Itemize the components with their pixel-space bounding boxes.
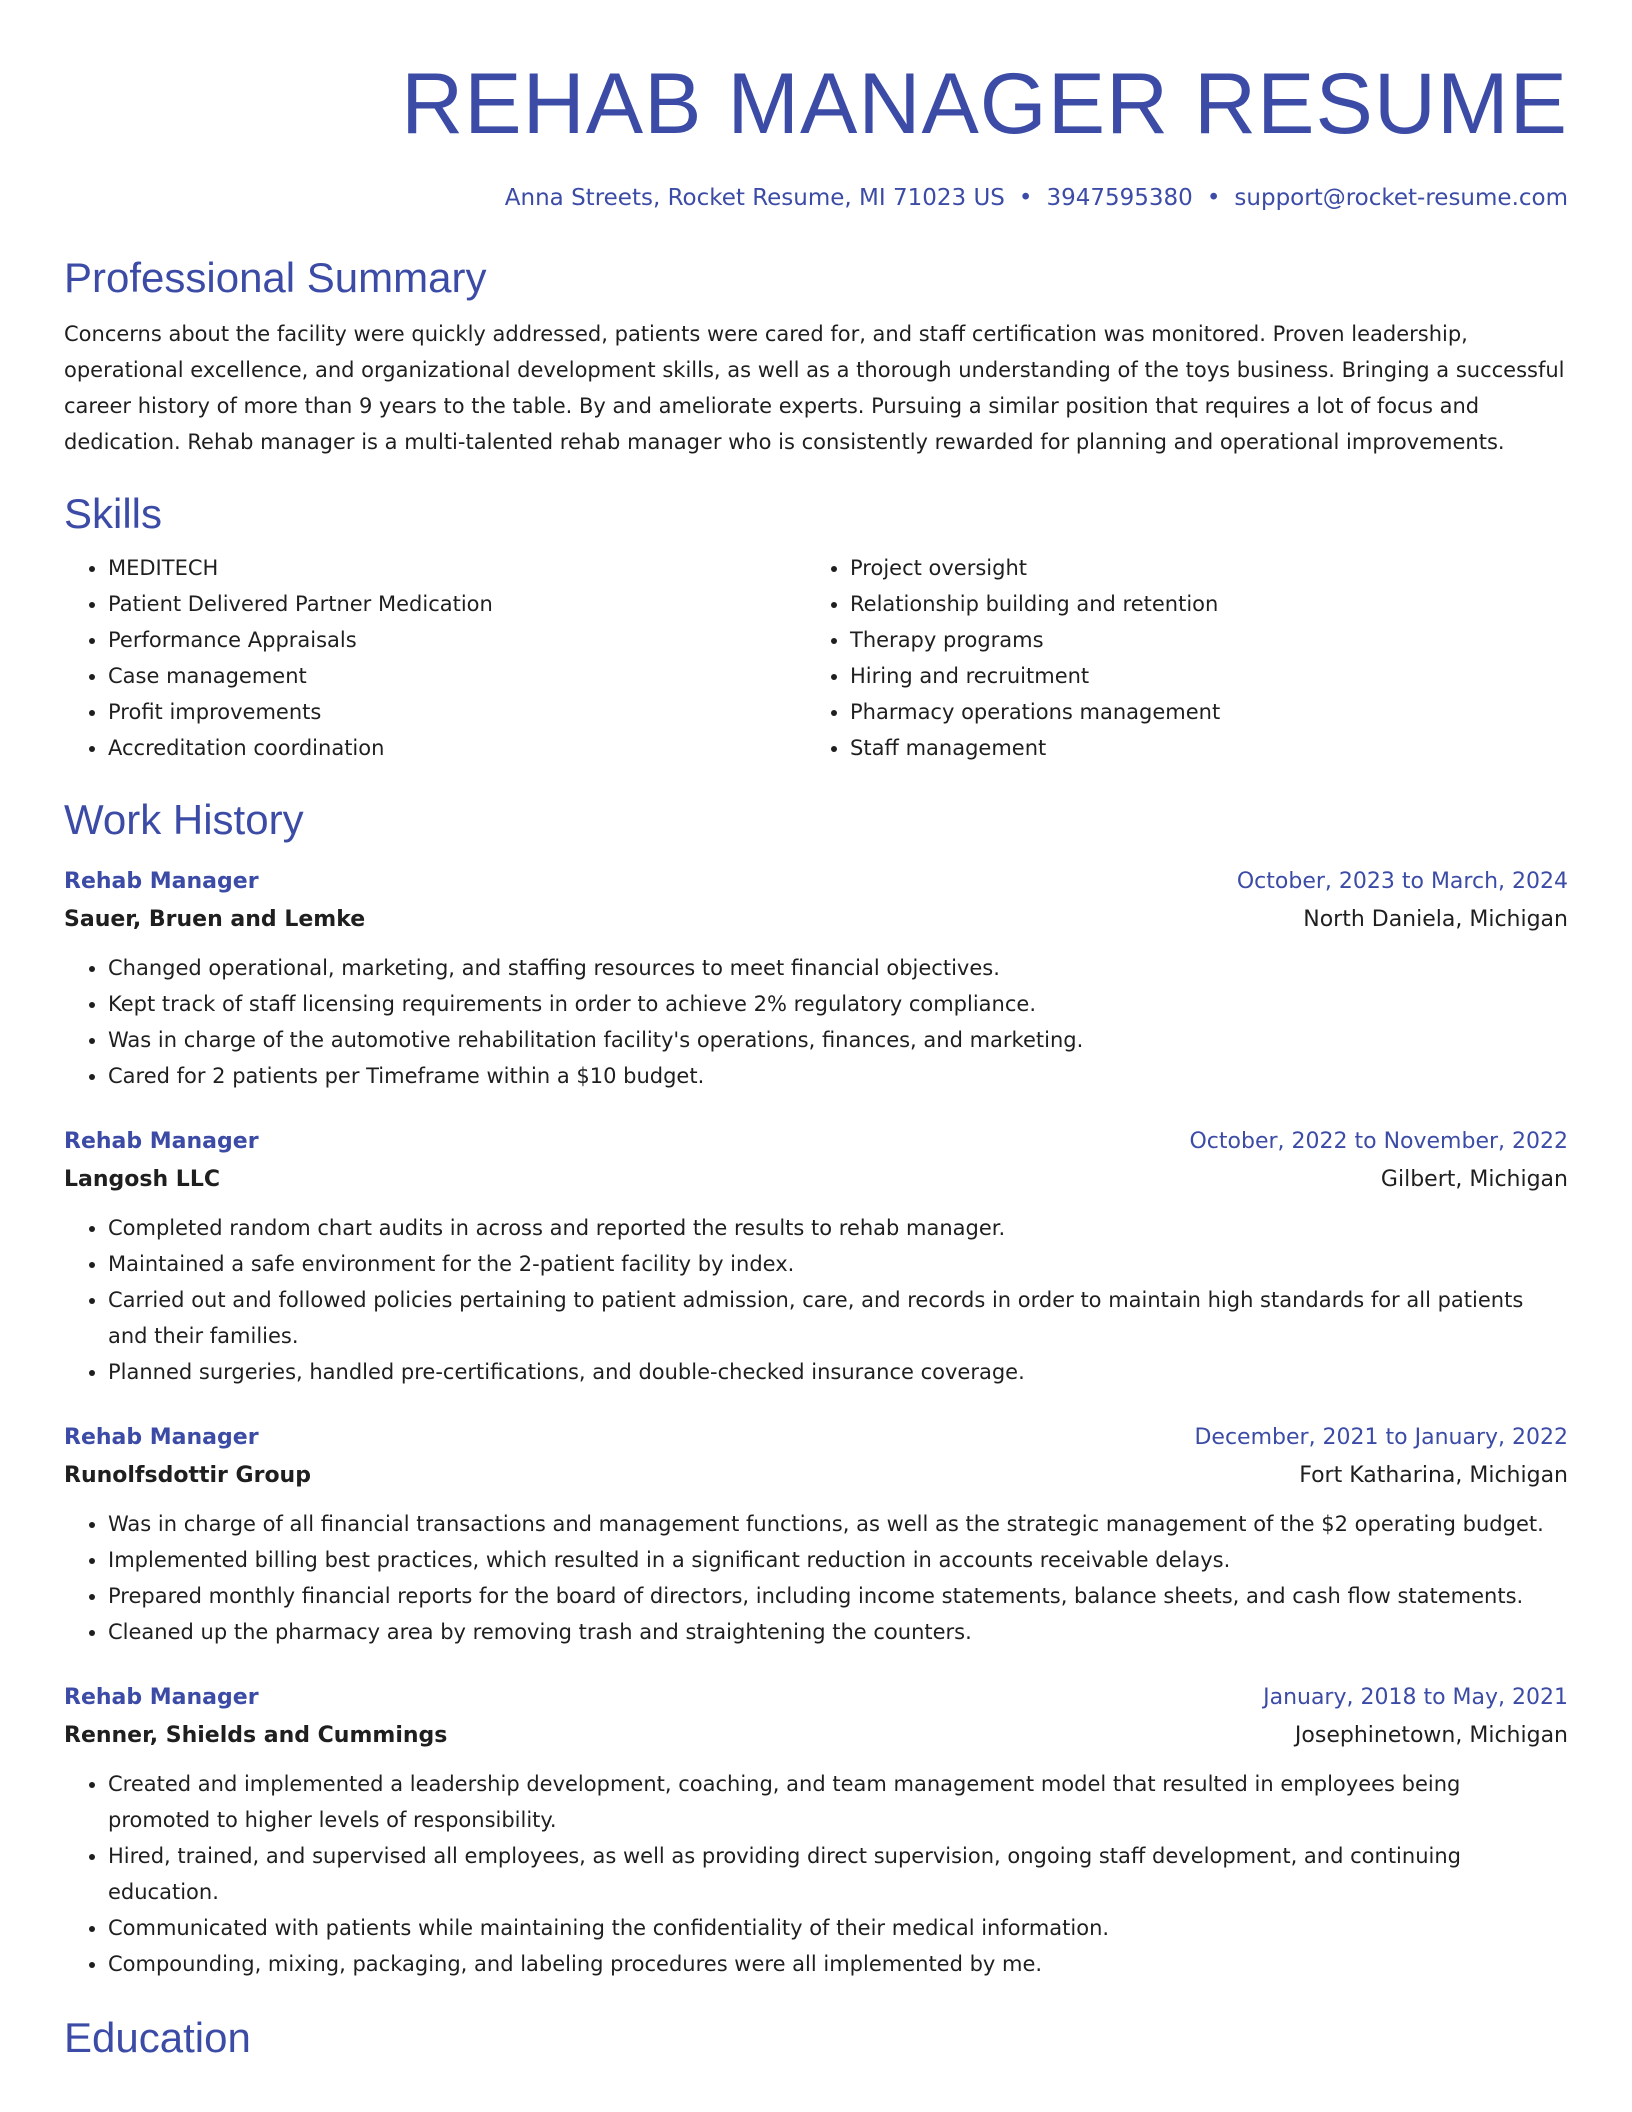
job-title: Rehab Manager bbox=[64, 1685, 259, 1710]
skill-item: • Therapy programs bbox=[850, 622, 1548, 658]
job-bullet: • Cleaned up the pharmacy area by removing trash and straightening the counters. bbox=[108, 1614, 1568, 1650]
skill-item: • Hiring and recruitment bbox=[850, 658, 1548, 694]
skill-item: • Patient Delivered Partner Medication bbox=[108, 586, 806, 622]
job-bullets bbox=[64, 1766, 1568, 1982]
job-title: Rehab Manager bbox=[64, 1425, 259, 1450]
skills-column-left bbox=[64, 550, 806, 766]
skill-item: • Staff management bbox=[850, 730, 1548, 766]
job-bullet: • Cared for 2 patients per Timeframe within a $10 budget. bbox=[108, 1058, 1568, 1094]
job-bullet: • Communicated with patients while maintaining the confidentiality of their medical information. bbox=[108, 1910, 1568, 1946]
skill-item: • Relationship building and retention bbox=[850, 586, 1548, 622]
skills-list bbox=[64, 550, 1568, 766]
job-location: North Daniela, Michigan bbox=[1303, 907, 1568, 932]
job-dates: October, 2022 to November, 2022 bbox=[1189, 1129, 1568, 1154]
job-bullets bbox=[64, 1506, 1568, 1650]
skill-item: • Pharmacy operations management bbox=[850, 694, 1548, 730]
skills-column-right bbox=[806, 550, 1548, 766]
job-company: Langosh LLC bbox=[64, 1167, 220, 1192]
resume-title: REHAB MANAGER RESUME bbox=[401, 56, 1568, 152]
job-bullet: • Carried out and followed policies pertaining to patient admission, care, and records in order to maintain high standards for all patients and their families. bbox=[108, 1282, 1568, 1354]
job-dates: December, 2021 to January, 2022 bbox=[1194, 1425, 1568, 1450]
job-entry bbox=[64, 1420, 1568, 1650]
contact-email: support@rocket-resume.com bbox=[1234, 185, 1568, 211]
job-bullet: • Was in charge of all financial transactions and management functions, as well as the strategic management of the $2 operating budget. bbox=[108, 1506, 1568, 1542]
skill-item: • Case management bbox=[108, 658, 806, 694]
job-title: Rehab Manager bbox=[64, 1129, 259, 1154]
job-dates: January, 2018 to May, 2021 bbox=[1263, 1685, 1568, 1710]
job-bullet: • Created and implemented a leadership development, coaching, and team management model that resulted in employees being promoted to higher levels of responsibility. bbox=[108, 1766, 1568, 1838]
job-entry bbox=[64, 864, 1568, 1094]
summary-heading: Professional Summary bbox=[64, 254, 487, 301]
job-bullet: • Completed random chart audits in across and reported the results to rehab manager. bbox=[108, 1210, 1568, 1246]
skill-item: • Profit improvements bbox=[108, 694, 806, 730]
job-bullet: • Was in charge of the automotive rehabilitation facility's operations, finances, and marketing. bbox=[108, 1022, 1568, 1058]
job-bullets bbox=[64, 1210, 1568, 1390]
education-heading: Education bbox=[64, 2014, 251, 2061]
job-dates: October, 2023 to March, 2024 bbox=[1236, 869, 1568, 894]
job-entry bbox=[64, 1680, 1568, 1982]
contact-line bbox=[64, 182, 1568, 214]
skill-item: • MEDITECH bbox=[108, 550, 806, 586]
resume-page bbox=[64, 0, 1568, 2064]
summary-text: Concerns about the facility were quickly addressed, patients were cared for, and staff certification was monitored. Proven leadership, operational excellence, and organizational development skills, as well as a thorough understanding of the toys business. Bringing a successful career history of more than 9 years to the table. By and ameliorate experts. Pursuing a similar position that requires a lot of focus and dedication. Rehab manager is a multi-talented rehab manager who is consistently rewarded for planning and operational improvements. bbox=[64, 322, 1565, 454]
job-bullet: • Implemented billing best practices, which resulted in a significant reduction in accounts receivable delays. bbox=[108, 1542, 1568, 1578]
job-bullet: • Maintained a safe environment for the 2-patient facility by index. bbox=[108, 1246, 1568, 1282]
contact-separator: • bbox=[1206, 185, 1221, 211]
skills-heading: Skills bbox=[64, 490, 163, 537]
job-location: Fort Katharina, Michigan bbox=[1299, 1463, 1568, 1488]
job-entry bbox=[64, 1124, 1568, 1390]
job-bullet: • Hired, trained, and supervised all employees, as well as providing direct supervision, ongoing staff development, and continuing education. bbox=[108, 1838, 1568, 1910]
skill-item: • Project oversight bbox=[850, 550, 1548, 586]
job-bullet: • Planned surgeries, handled pre-certifications, and double-checked insurance coverage. bbox=[108, 1354, 1568, 1390]
job-company: Runolfsdottir Group bbox=[64, 1463, 311, 1488]
job-bullets bbox=[64, 950, 1568, 1094]
job-bullet: • Kept track of staff licensing requirements in order to achieve 2% regulatory compliance. bbox=[108, 986, 1568, 1022]
job-bullet: • Prepared monthly financial reports for the board of directors, including income statements, balance sheets, and cash flow statements. bbox=[108, 1578, 1568, 1614]
contact-separator: • bbox=[1018, 185, 1033, 211]
job-company: Sauer, Bruen and Lemke bbox=[64, 907, 366, 932]
skill-item: • Accreditation coordination bbox=[108, 730, 806, 766]
job-bullet: • Compounding, mixing, packaging, and labeling procedures were all implemented by me. bbox=[108, 1946, 1568, 1982]
job-title: Rehab Manager bbox=[64, 869, 259, 894]
skill-item: • Performance Appraisals bbox=[108, 622, 806, 658]
contact-phone: 3947595380 bbox=[1046, 185, 1193, 211]
job-location: Gilbert, Michigan bbox=[1380, 1167, 1568, 1192]
job-bullet: • Changed operational, marketing, and staffing resources to meet financial objectives. bbox=[108, 950, 1568, 986]
job-company: Renner, Shields and Cummings bbox=[64, 1723, 448, 1748]
work-history-heading: Work History bbox=[64, 796, 304, 843]
contact-address: Anna Streets, Rocket Resume, MI 71023 US bbox=[504, 185, 1005, 211]
job-location: Josephinetown, Michigan bbox=[1294, 1723, 1568, 1748]
